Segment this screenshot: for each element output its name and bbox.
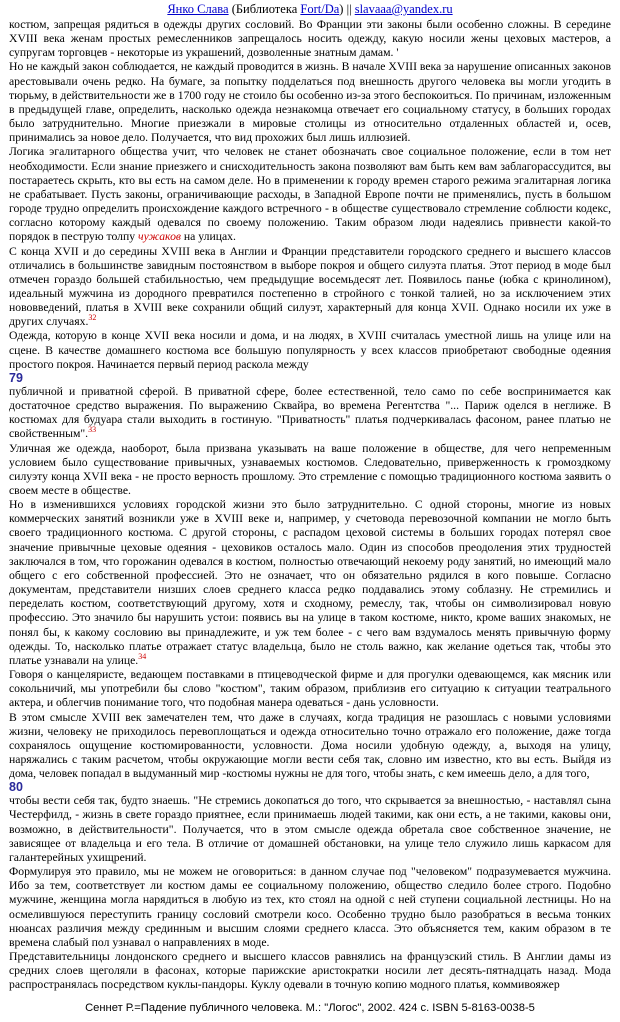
- footnote-ref-34[interactable]: 34: [138, 651, 147, 661]
- paragraph: [9, 385, 611, 442]
- paragraph-text: на улицах.: [181, 230, 236, 244]
- paragraph-text: Но в изменившихся условиях городской жизни это было затруднительно. С одной стороны, многие из новых коммерческих занятий возникли уже в XVIII веке и, например, у счетовода перевозочной компании не могло быть своего традиционного костюма. С другой стороны, с распадом цеховой системы в больших городах потерял свое значение привычные цеховые одеяния - цеховиков осталось мало. Один из способов преодоления этих трудностей заключался в том, что горожанин одевался в костюм, полностью отвечающий некоему роду занятий, но имеющий мало общего с его собственной профессией. Это не означает, что он обязательно рядился в кого повыше. Согласно документам, представители низших слоев среднего класса редко поддавались этому соблазну. Не стремились и переделать костюм, соответствующий другому, хотя и сходному, ремеслу, так, чтобы он символизировал новую профессию. Это значило бы нарушить устои: появись вы на улице в таком костюме, никто, кроме ваших знакомых, не понял бы, к какому сословию вы принадлежите, и уж тем более - с чего вам вздумалось менять привычную форму одежды. То, насколько платье отражает статус владельца, было не столь важно, как желание одеться так, чтобы это платье узнавали на улице.: [9, 498, 611, 667]
- paragraph: Уличная же одежда, наоборот, была призвана указывать на ваше положение в обществе, для чего непременным условием было существование привычных, узнаваемых костюмов. Следовательно, приверженность к громоздкому силуэту конца XVII века - не просто верность прошлому. Это стремление с помощью традиционного костюма заявить о своем месте в обществе.: [9, 441, 611, 497]
- page-header: [9, 0, 611, 18]
- paragraph-text: С конца XVII и до середины XVIII века в Англии и Франции представители городского среднего и высшего классов отличались в большинстве завидным постоянством в выборе покроя и общего силуэта платья. Этот период в моде был отмечен гораздо большей стабильностью, чем предыдущие восемьдесят лет. Появилось панье (юбка с кринолином), идеальный мужчина из дородного превратился постепенно в стройного с тонкой талией, но за исключением этих нововведений, платья в XVIII веке сохранили общий силуэт, характерный для конца XVII. Однако носили их уже в других случаях.: [9, 244, 611, 329]
- paragraph: [9, 245, 611, 330]
- paragraph: Одежда, которую в конце XVII века носили и дома, и на людях, в XVIII считалась уместной лишь на улице или на сцене. В качестве домашнего костюма все большую популярность у всех классов приобретают свободные одеяния простого покроя. Начинается первый период раскола между: [9, 329, 611, 371]
- paragraph: Но не каждый закон соблюдается, не каждый проводится в жизнь. В начале XVIII века за нарушение описанных законов арестовывали очень редко. На бумаге, за попытку подделаться под внешность другого человека вы могли угодить в тюрьму, в действительности же в 1700 году не стоило бы особенно из-за этого беспокоиться. По причинам, изложенным в предыдущей главе, определить, насколько одежда незнакомца отвечает его социальному статусу, в больших городах было затруднительно. Многие приезжали в мировые столицы из относительно отдаленных областей и, осев, принимались за новое дело. Получается, что вид прохожих был лишь иллюзией.: [9, 60, 611, 145]
- paragraph-text: Логика эгалитарного общества учит, что человек не станет обозначать свое социальное положение, если в том нет необходимости. Если знание приезжего и снисходительность закона позволяют вам быть кем вам заблагорассудится, вы постараетесь скрыть, кто вы есть на самом деле. Но в применении к городу времен старого режима эгалитарная логика не срабатывает. Пусть законы, ограничивающие расходы, в Западной Европе почти не применялись, пусть в большом городе трудно определить происхождение каждого встречного - в обществе существовало стремление соблюсти кодекс, согласно которому каждый одевался по своему положению. Таким образом люди надеялись привнести какой-то порядок в пеструю толпу: [9, 145, 611, 244]
- book-text: [9, 18, 611, 992]
- paragraph: Представительницы лондонского среднего и высшего классов равнялись на французский стиль. В Англии дамы из средних слоев щеголяли в фасонах, которые парижские аристократки носили лет десять-пятнадцать назад. Мода распространялась посредством куклы-пандоры. Куклу одевали в точную копию модного платья, коммивояжер: [9, 950, 611, 992]
- page-number-80: 80: [9, 780, 23, 795]
- paragraph: костюм, запрещая рядиться в одежды других сословий. Во Франции эти законы были особенно сложны. В середине XVIII века женам простых ремесленников запрещалось носить одежду, какую носили жены цеховых мастеров, а супругам торговцев - некоторые из украшений, дозволенные знатным дамам. ': [9, 18, 611, 60]
- email-link[interactable]: slavaaa@yandex.ru: [354, 2, 453, 16]
- document-page: [9, 0, 611, 992]
- library-suffix: ) ||: [339, 2, 355, 16]
- paragraph-text: публичной и приватной сферой. В приватной сфере, более естественной, тело само по себе воспринимается как достаточное средство выражения. По выражению Сквайра, во времена Регентства "... Париж оделся в неглиже. В костюмах для будуара стали выходить в гостиную. "Приватность" платья подчеркивалась фасоном, ранее платью не свойственным".: [9, 384, 611, 441]
- paragraph: Говоря о канцеляристе, ведающем поставками в птицеводческой фирме и для прогулки одевающемся, как мясник или сокольничий, мы употребили бы слово "костюм", таким образом, приблизив его ситуацию к ситуации театрального актера, и облегчив понимание того, что подобная манера одеваться - дань условности.: [9, 668, 611, 710]
- paragraph: [9, 498, 611, 668]
- paragraph: [9, 145, 611, 244]
- author-link[interactable]: Янко Слава: [167, 2, 229, 16]
- paragraph: чтобы вести себя так, будто знаешь. "Не стремись докопаться до того, что скрывается за внешностью, - наставлял сына Честерфилд, - жизнь в свете гораздо приятнее, если принимаешь людей такими, как они есть, а не такими, каковы они, возможно, в действительности". Получается, что в этом смысле одежда обретала свое собственное значение, не зависящее от владельца и его тела. В отличие от домашней обстановки, на улице тело служило лишь каркасом для галантерейных ухищрений.: [9, 794, 611, 864]
- footnote-ref-32[interactable]: 32: [88, 313, 97, 323]
- citation-footer: Сеннет Р.=Падение публичного человека. М.: "Логос", 2002. 424 с. ISBN 5-8163-0038-5: [85, 1002, 535, 1014]
- footnote-ref-33[interactable]: 33: [88, 425, 97, 435]
- page-number-79: 79: [9, 370, 23, 385]
- library-link[interactable]: Fort/Da: [300, 2, 340, 16]
- paragraph: Формулируя это правило, мы не можем не оговориться: в данном случае под "человеком" подразумевается мужчина. Ибо за тем, соответствует ли костюм дамы ее социальному положению, общество следило более строго. Подобно мужчине, женщина могла нарядиться в любую из тех, кто стоял на одной с ней ступени социальной лестницы. Но на осмелившуюся переступить границу сословий смотрели косо. Особенно трудно было разобраться в весьма тонких нюансах различия между срединным и высшим слоями среднего класса. Это объясняется тем, каким образом в те времена слабый пол узнавал о направлениях в моде.: [9, 865, 611, 949]
- paragraph: В этом смысле XVIII век замечателен тем, что даже в случаях, когда традиция не разошлась с новыми условиями жизни, человеку не приходилось перевоплощаться и одежда относительно точно отражало его положение, даже тогда сохранялось ощущение костюмированности, условности. Дома носили удобную одежду, а, выходя на улицу, наряжались с таким расчетом, чтобы окружающие могли вести себя так, словно им известно, кто вы есть. Выйдя из дома, человек попадал в выдуманный мир -костюмы нужны не для того, чтобы знать, с кем имеешь дело, а для того,: [9, 710, 611, 781]
- italic-term: чужаков: [138, 230, 181, 244]
- library-prefix: (Библиотека: [228, 2, 301, 16]
